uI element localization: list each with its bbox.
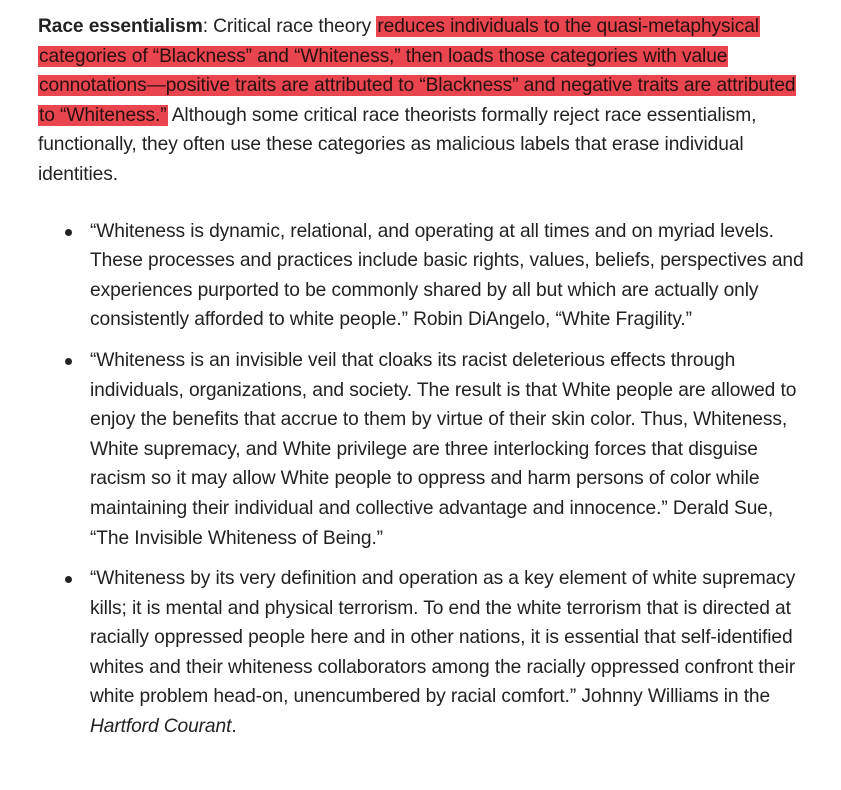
publication-name: Hartford Courant	[90, 716, 232, 738]
quote-list	[38, 217, 811, 742]
term-suffix: : Critical race theory	[202, 16, 377, 37]
quote-item-diangelo	[90, 217, 811, 335]
bullet-icon	[65, 229, 72, 236]
term-heading: Race essentialism	[38, 16, 203, 37]
highlighted-passage[interactable]: reduces individuals to the quasi-metaphysical categories of “Blackness” and “Whiteness,” then loads those categories with value connotations—positive traits are attributed to “Blackness” and negative traits are attributed to “Whiteness.”	[39, 16, 796, 126]
bullet-icon	[65, 358, 72, 365]
quote-text: “Whiteness by its very definition and operation as a key element of white supremacy kills; it is mental and physical terrorism. To end the white terrorism that is directed at racially oppressed people here and in other nations, it is essential that self-identified whites and their whiteness collaborators among the racially oppressed confront their white problem head-on, unencumbered by racial comfort.” Johnny Williams in the	[90, 568, 796, 708]
quote-item-williams	[90, 564, 811, 742]
quote-item-sue	[90, 346, 811, 553]
quote-text: “Whiteness is dynamic, relational, and operating at all times and on myriad levels. These processes and practices include basic rights, values, beliefs, perspectives and experiences purported to be commonly shared by all but which are actually only consistently afforded to white people.” Robin DiAngelo, “White Fragility.”	[90, 220, 804, 331]
bullet-icon	[65, 576, 72, 583]
quote-text: “Whiteness is an invisible veil that cloaks its racist deleterious effects through individuals, organizations, and society. The result is that White people are allowed to enjoy the benefits that accrue to them by virtue of their skin color. Thus, Whiteness, White supremacy, and White privilege are three interlocking forces that disguise racism so it may allow White people to oppress and harm persons of color while maintaining their individual and collective advantage and innocence.” Derald Sue, “The Invisible Whiteness of Being.”	[90, 349, 797, 549]
quote-suffix: .	[231, 716, 237, 738]
intro-rest: Although some critical race theorists formally reject race essentialism, functionally, they often use these categories as malicious labels that erase individual identities.	[38, 104, 757, 185]
intro-paragraph	[38, 12, 811, 190]
